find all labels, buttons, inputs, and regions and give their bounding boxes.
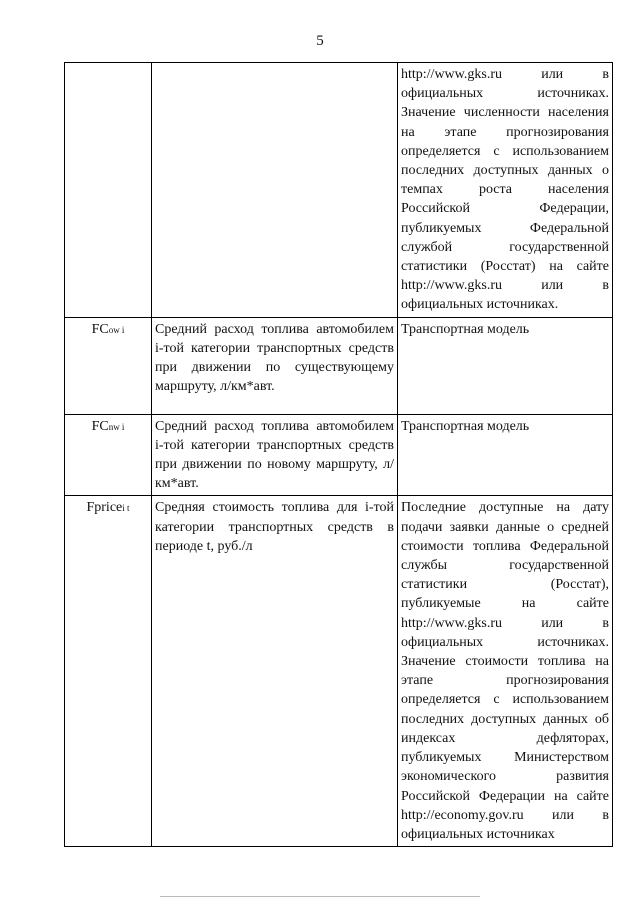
table-row [65,63,613,318]
variables-table [64,62,613,847]
table-row [65,317,613,414]
table-row [65,496,613,847]
source-cell: Транспортная модель [398,414,613,496]
symbol-subscript: nw i [108,421,125,432]
symbol-subscript: ow i [108,324,125,335]
symbol-cell [65,496,152,847]
source-cell: Транспортная модель [398,317,613,414]
page-bottom-rule [160,896,480,897]
symbol-cell [65,63,152,318]
symbol-text: FC [91,321,109,337]
symbol-text: FC [91,418,109,434]
symbol-subscript: i t [122,503,130,514]
source-cell: Последние доступные на дату подачи заявки данные о средней стоимости топлива Федеральной службы государственной статистики (Росстат), публикуемые на сайте http://www.gks.ru или в официальных источниках. Значение стоимости топлива на этапе прогнозирования определяется с использованием последних доступных данных об индексах дефляторах, публикуемых Министерством экономического развития Российской Федерации на сайте http://economy.gov.ru или в официальных источниках [398,496,613,847]
source-cell: http://www.gks.ru или в официальных источниках. Значение численности населения на этапе прогнозирования определяется с использованием последних доступных данных о темпах роста населения Российской Федерации, публикуемых Федеральной службой государственной статистики (Росстат) на сайте http://www.gks.ru или в официальных источниках. [398,63,613,318]
symbol-cell [65,317,152,414]
symbol-text: Fprice [86,500,123,516]
page-number: 5 [316,33,324,49]
table-row [65,414,613,496]
description-cell [152,63,398,318]
symbol-cell [65,414,152,496]
description-cell: Средний расход топлива автомобилем i-той категории транспортных средств при движении по новому маршруту, л/км*авт. [152,414,398,496]
description-cell: Средняя стоимость топлива для i-той категории транспортных средств в периоде t, руб./л [152,496,398,847]
description-cell: Средний расход топлива автомобилем i-той категории транспортных средств при движении по существующему маршруту, л/км*авт. [152,317,398,414]
